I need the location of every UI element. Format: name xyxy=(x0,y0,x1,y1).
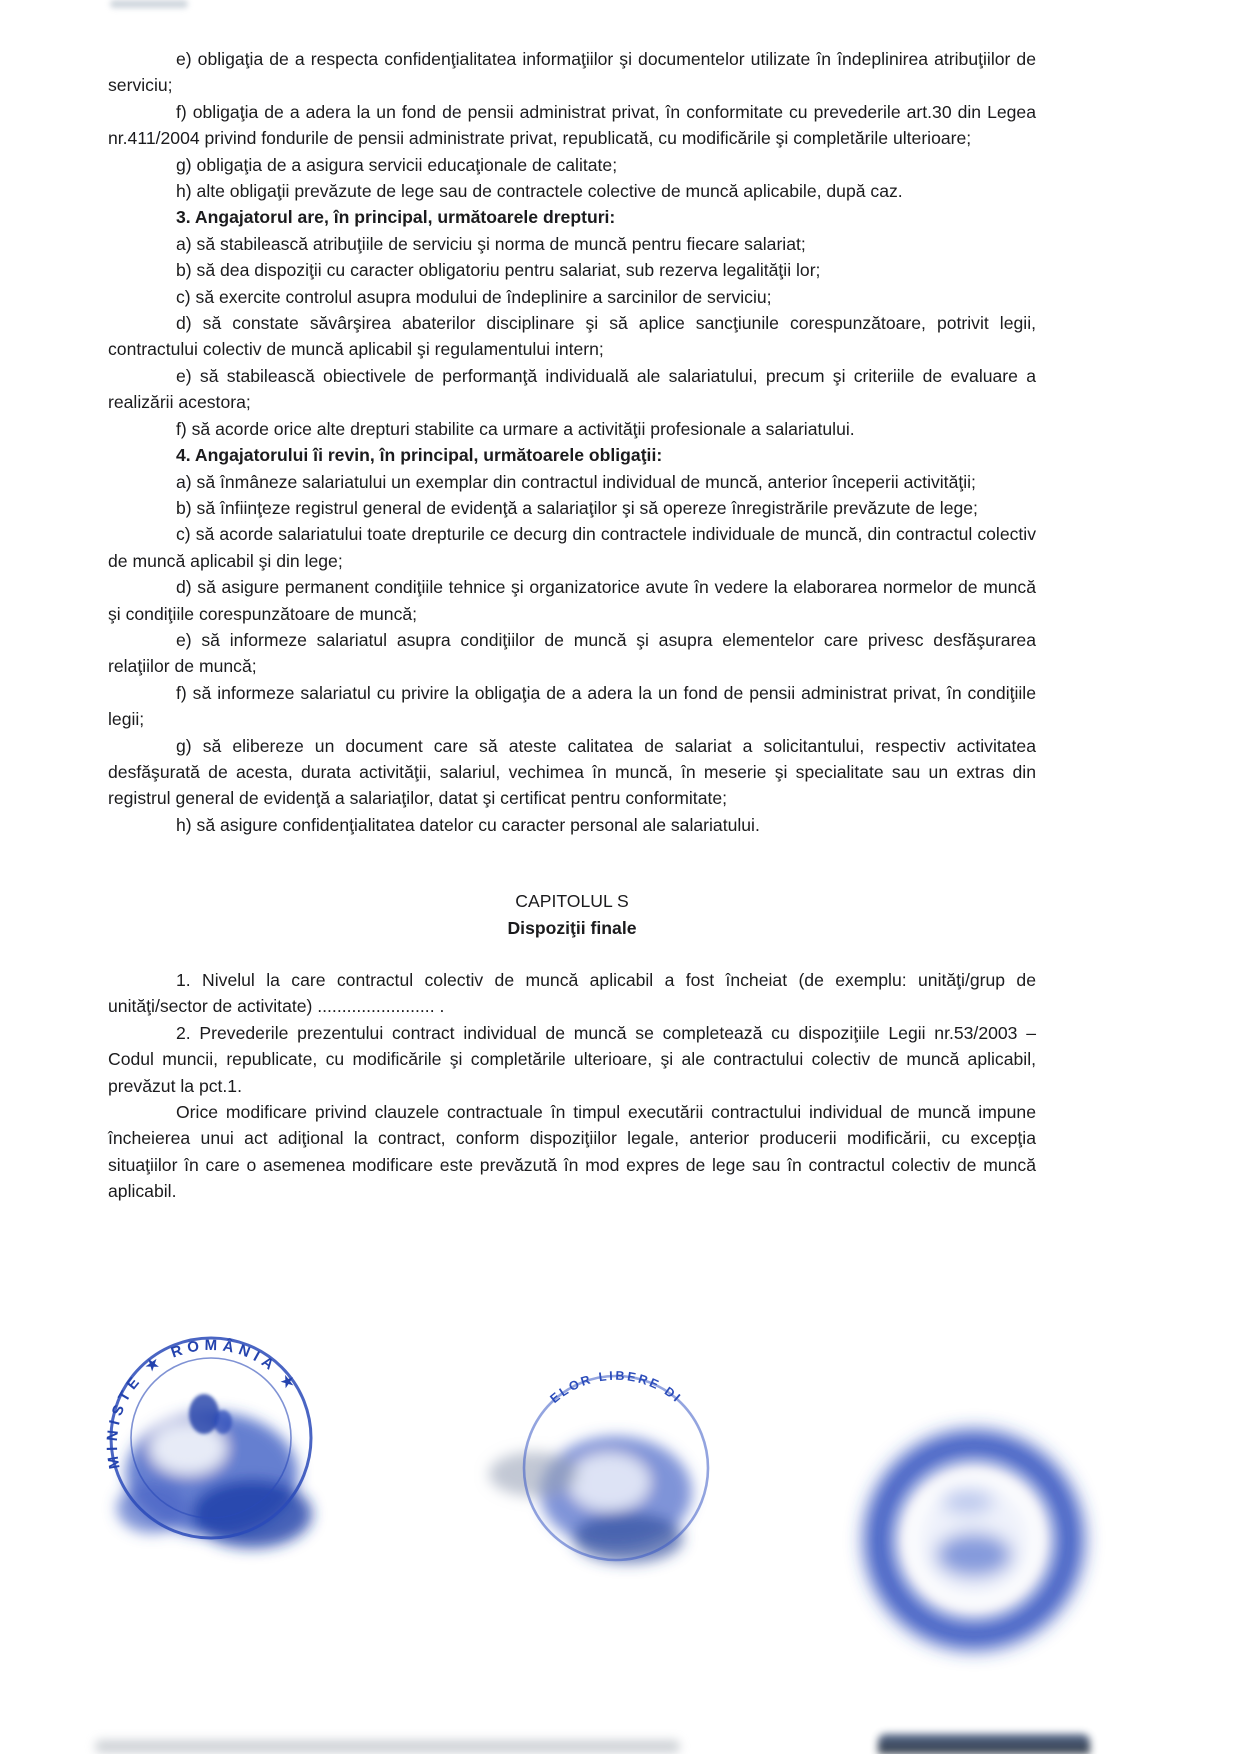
document-body xyxy=(108,46,1036,1205)
paragraph: e) obligaţia de a respecta confidenţialitatea informaţiilor şi documentelor utilizate în îndeplinirea atribuţiilor de serviciu; xyxy=(108,49,1036,96)
paragraph: e) să stabilească obiectivele de performanţă individuală ale salariatului, precum şi criteriile de evaluare a realizării acestora; xyxy=(108,365,1036,413)
paragraph: c) să exercite controlul asupra modului de îndeplinire a sarcinilor de serviciu; xyxy=(176,286,772,307)
scan-edge-smudge xyxy=(95,1740,680,1753)
stamp-blur-redaction xyxy=(878,1734,1090,1754)
stamp-blur-redaction xyxy=(117,1412,312,1548)
round-stamp-blurred xyxy=(868,1390,1080,1692)
paragraph: a) să stabilească atribuţiile de serviciu şi norma de muncă pentru fiecare salariat; xyxy=(176,233,806,254)
scan-edge-smudge xyxy=(110,0,188,8)
paragraph: h) să asigure confidenţialitatea datelor cu caracter personal ale salariatului. xyxy=(176,814,760,835)
paragraph: d) să constate săvârşirea abaterilor disciplinare şi să aplice sancţiunile corespunzătoare, potrivit legii, contractului colectiv de muncă aplicabil şi regulamentului intern; xyxy=(108,313,1036,360)
paragraph: g) obligaţia de a asigura servicii educaţionale de calitate; xyxy=(176,154,618,175)
union-round-stamp xyxy=(516,1362,716,1567)
stamp-blur-redaction xyxy=(489,1436,692,1563)
coat-of-arms-icon xyxy=(189,1394,232,1434)
paragraph: h) alte obligaţii prevăzute de lege sau de contractele colective de muncă aplicabile, după caz. xyxy=(176,181,903,202)
final-paragraph-list xyxy=(108,967,1036,1205)
paragraph: 3. Angajatorul are, în principal, următoarele drepturi: xyxy=(176,207,616,228)
paragraph: 1. Nivelul la care contractul colectiv de muncă aplicabil a fost încheiat (de exemplu: unităţi/grup de unităţi/sector de activitate) ........................ . xyxy=(108,970,1036,1017)
chapter-title: CAPITOLUL S xyxy=(515,891,629,912)
paragraph: f) obligaţia de a adera la un fond de pensii administrat privat, în conformitate cu prevederile art.30 din Legea nr.411/2004 privind fondurile de pensii administrate privat, republicată, cu modificările şi completările ulterioare; xyxy=(108,101,1036,149)
paragraph: e) să informeze salariatul asupra condiţiilor de muncă şi asupra elementelor care privesc desfăşurarea relaţiilor de muncă; xyxy=(108,629,1036,677)
paragraph: 4. Angajatorului îi revin, în principal, următoarele obligaţii: xyxy=(176,445,663,466)
ministry-round-stamp xyxy=(100,1322,322,1560)
paragraph: Orice modificare privind clauzele contractuale în timpul executării contractului individual de muncă impune încheierea unui act adiţional la contract, conform dispoziţiilor legale, anterior producerii modificării, cu excepţia situaţiilor în care o asemenea modificare este prevăzută în mod expres de lege sau în contractul colectiv de muncă aplicabil. xyxy=(108,1102,1036,1202)
paragraph-list xyxy=(108,46,1036,838)
stamp-arc-text: MINISTE ★ ROMÂNIA ★ xyxy=(103,1336,302,1471)
paragraph: b) să înfiinţeze registrul general de evidenţă a salariaţilor şi să opereze înregistrările prevăzute de lege; xyxy=(176,497,978,518)
stamp-blur-redaction xyxy=(879,1445,1069,1635)
paragraph: 2. Prevederile prezentului contract individual de muncă se completează cu dispoziţiile Legii nr.53/2003 – Codul muncii, republicate, cu modificările şi completările ulterioare, şi ale contractului colectiv de muncă aplicabil, prevăzut la pct.1. xyxy=(108,1022,1036,1096)
paragraph: a) să înmâneze salariatului un exemplar din contractul individual de muncă, anterior începerii activităţii; xyxy=(176,471,976,492)
stamp-arc-text: ELOR LIBERE DI xyxy=(547,1368,685,1407)
chapter-subtitle: Dispoziţii finale xyxy=(507,917,637,938)
paragraph: d) să asigure permanent condiţiile tehnice şi organizatorice avute în vedere la elaborarea normelor de muncă şi condiţiile corespunzătoare de muncă; xyxy=(108,577,1036,624)
paragraph: f) să informeze salariatul cu privire la obligaţia de a adera la un fond de pensii administrat privat, în condiţiile legii; xyxy=(108,682,1036,730)
paragraph: b) să dea dispoziţii cu caracter obligatoriu pentru salariat, sub rezerva legalităţii lor; xyxy=(176,260,821,281)
paragraph: c) să acorde salariatului toate drepturile ce decurg din contractele individuale de muncă, din contractul colectiv de muncă aplicabil şi din lege; xyxy=(108,524,1036,571)
chapter-heading xyxy=(108,888,1036,941)
paragraph: f) să acorde orice alte drepturi stabilite ca urmare a activităţii profesionale a salariatului. xyxy=(176,418,855,439)
paragraph: g) să elibereze un document care să ateste calitatea de salariat a solicitantului, respectiv activitatea desfăşurată de acesta, durata activităţii, salariul, vechimea în muncă, în meserie şi specialitate sau un extras din registrul general de evidenţă a salariaţilor, datat şi certificat pentru conformitate; xyxy=(108,735,1036,809)
